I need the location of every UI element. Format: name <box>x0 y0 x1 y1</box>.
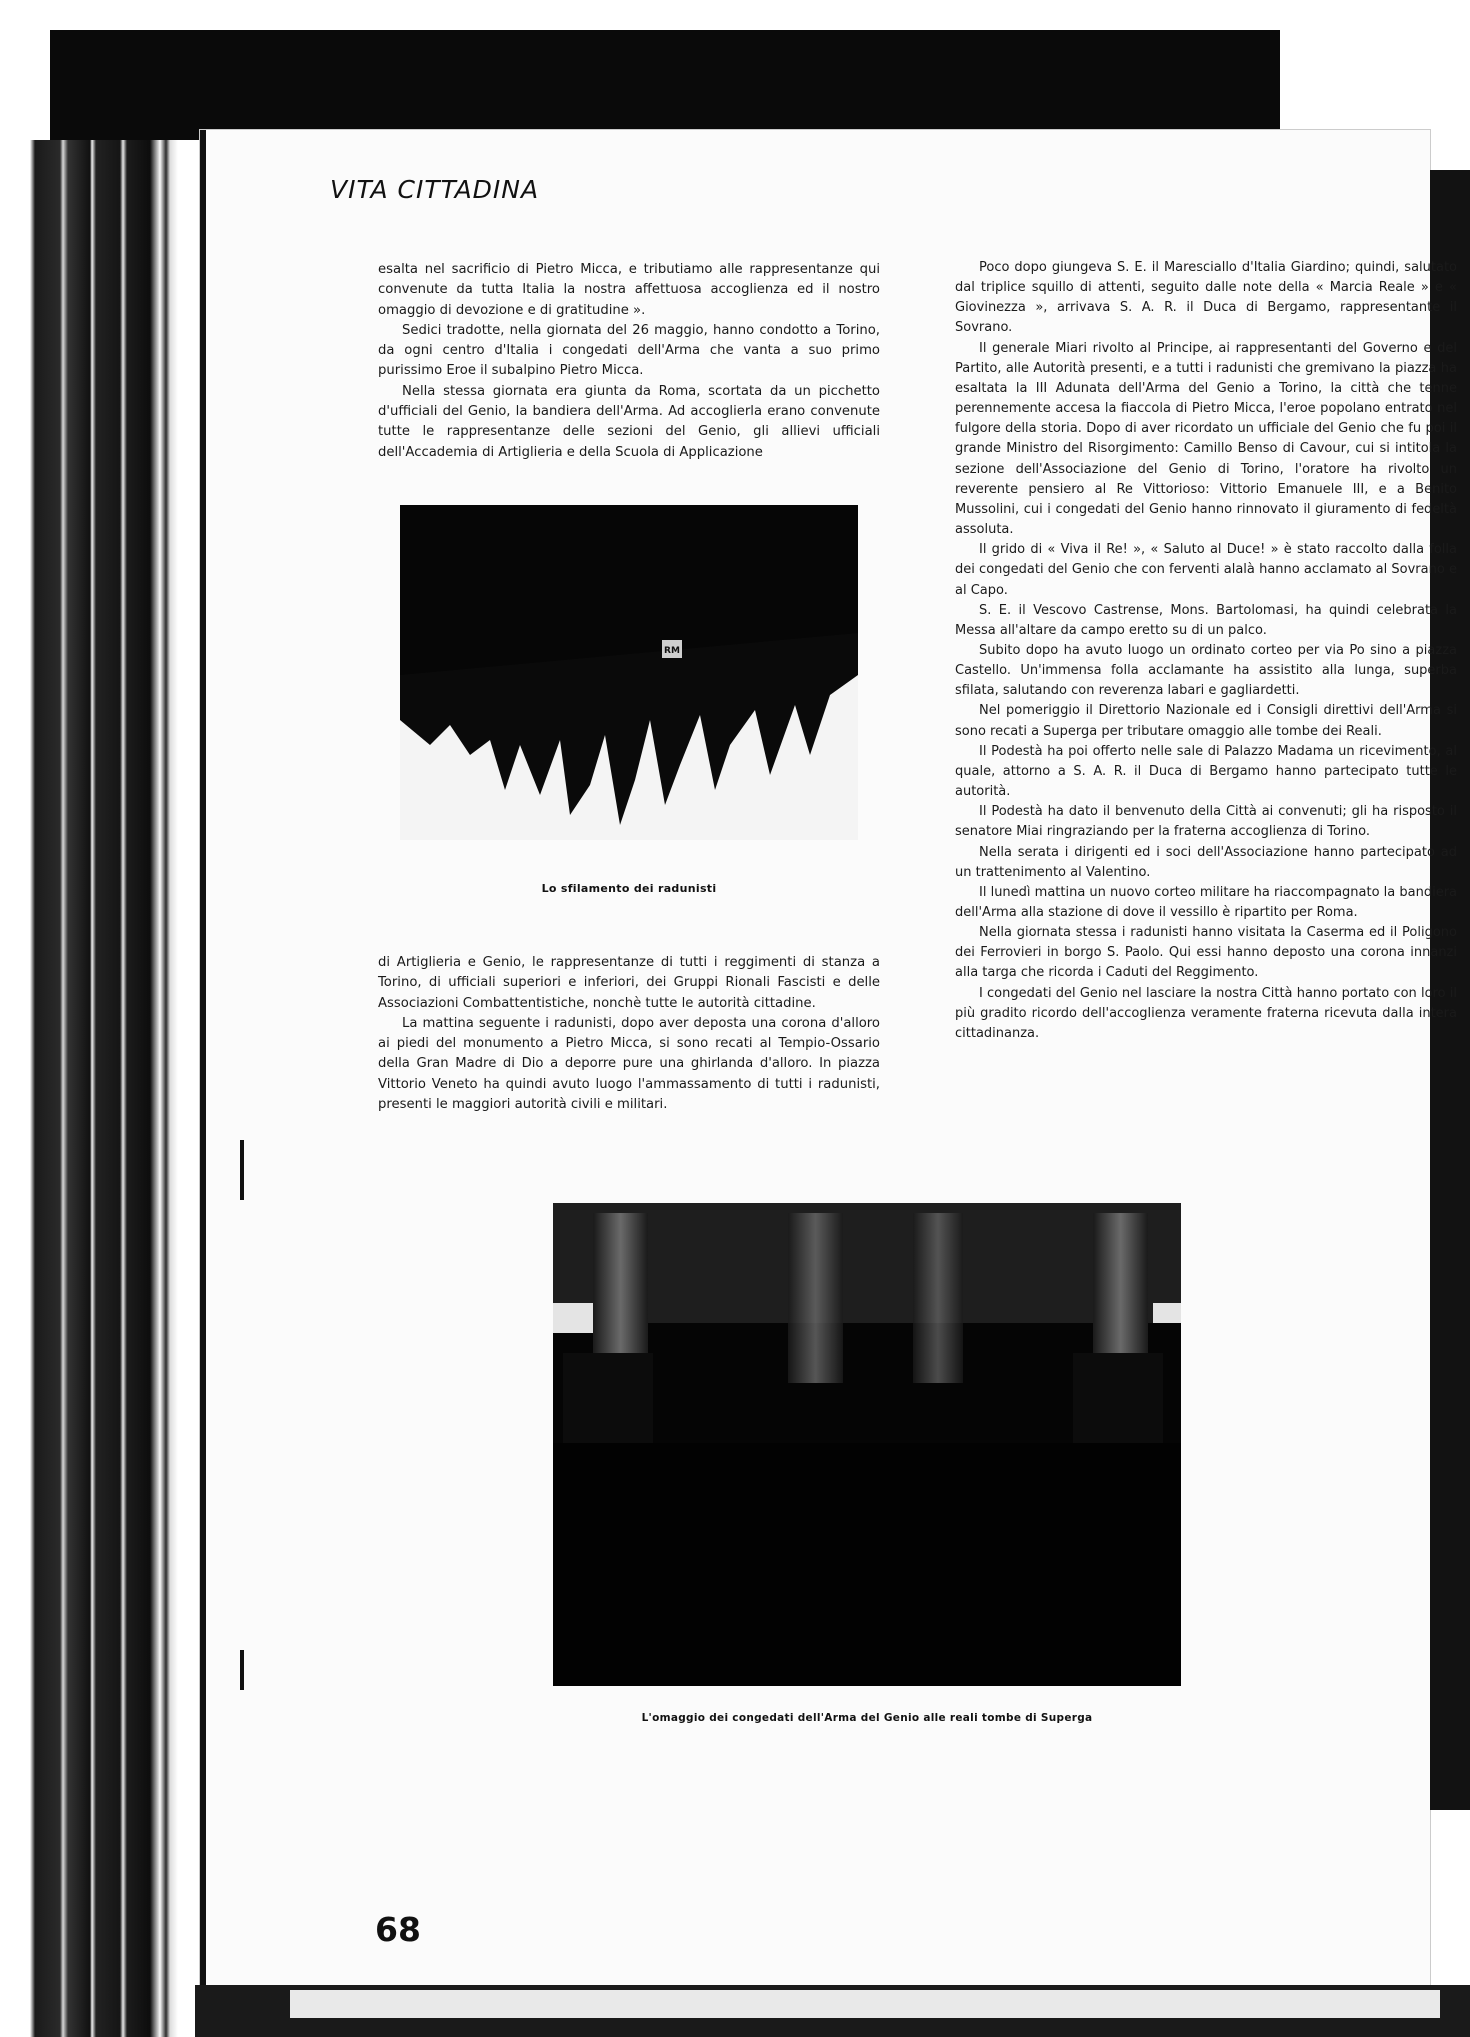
paragraph: S. E. il Vescovo Castrense, Mons. Bartolomasi, ha quindi celebrata la Messa all'altare da campo eretto su di un palco. <box>955 602 1457 638</box>
paragraph: Il lunedì mattina un nuovo corteo militare ha riaccompagnato la bandiera dell'Arma alla stazione di dove il vessillo è ripartito per Roma. <box>955 884 1458 920</box>
photo-2-caption: L'omaggio dei congedati dell'Arma del Genio alle reali tombe di Superga <box>641 1712 1093 1724</box>
scan-border-left <box>0 140 195 2037</box>
paragraph: Sedici tradotte, nella giornata del 26 maggio, hanno condotto a Torino, da ogni centro d'Italia i congedati dell'Arma che vanta a suo primo purissimo Eroe il subalpino Pietro Micca. <box>378 322 880 379</box>
paragraph: Il Podestà ha poi offerto nelle sale di Palazzo Madama un ricevimento, al quale, attorno a S. A. R. il Duca di Bergamo hanno partecipato tutte le autorità. <box>955 743 1457 800</box>
page-number: 68 <box>375 1910 421 1949</box>
parade-illustration <box>400 505 858 840</box>
left-column-top <box>378 260 880 463</box>
scan-border-top <box>50 30 1280 140</box>
photo-parade <box>400 505 858 840</box>
photo-1-caption: Lo sfilamento dei radunisti <box>541 882 717 895</box>
paragraph: Il generale Miari rivolto al Principe, ai rappresentanti del Governo e del Partito, alle Autorità presenti, e a tutti i radunisti che gremivano la piazza ha esaltata la III Adunata dell'Arma del Genio a Torino, la città che tenne perennemente accesa la fiaccola di Pietro Micca, l'eroe popolano entrato nel fulgore della storia. Dopo di aver ricordato un ufficiale del Genio che fu poi il grande Ministro del Risorgimento: Camillo Benso di Cavour, cui si intitola la sezione dell'Associazione del Genio di Torino, l'oratore ha rivolto un reverente pensiero al Re Vittorioso: Vittorio Emanuele III, e a Benito Mussolini, cui i congedati del Genio hanno rinnovato il giuramento di fedeltà assoluta. <box>955 340 1457 538</box>
paragraph: Nella giornata stessa i radunisti hanno visitata la Caserma ed il Poligono dei Ferrovieri in borgo S. Paolo. Qui essi hanno deposto una corona innanzi alla targa che ricorda i Caduti del Reggimento. <box>955 925 1457 981</box>
tombs-illustration <box>553 1203 1181 1686</box>
paragraph: di Artiglieria e Genio, le rappresentanze di tutti i reggimenti di stanza a Torino, di ufficiali superiori e inferiori, dei Gruppi Rionali Fascisti e delle Associazioni Combattentistiche, nonchè tutte le autorità cittadine. <box>378 955 880 1011</box>
paragraph: Il Podestà ha dato il benvenuto della Città ai convenuti; gli ha risposto il senatore Miai ringraziando per la fraterna accoglienza di Torino. <box>955 804 1457 840</box>
margin-mark <box>240 1140 244 1200</box>
section-title: VITA CITTADINA <box>330 175 540 204</box>
page-bottom-edge <box>290 1990 1440 2018</box>
scan-border-corner <box>1265 0 1470 30</box>
paragraph: Poco dopo giungeva S. E. il Maresciallo d'Italia Giardino; quindi, salutato dal triplice squillo di attenti, seguito dalle note della « Marcia Reale » e « Giovinezza », arrivava S. A. R. il Duca di Bergamo, rappresentante il Sovrano. <box>955 260 1457 336</box>
paragraph: Nella serata i dirigenti ed i soci dell'Associazione hanno partecipato ad un trattenimento al Valentino. <box>955 844 1457 880</box>
margin-mark <box>240 1650 244 1690</box>
paragraph: La mattina seguente i radunisti, dopo aver deposta una corona d'alloro ai piedi del monumento a Pietro Micca, si sono recati al Tempio-Ossario della Gran Madre di Dio a deporre pure una ghirlanda d'alloro. In piazza Vittorio Veneto ha quindi avuto luogo l'ammassamento di tutti i radunisti, presenti le maggiori autorità civili e militari. <box>378 1015 880 1113</box>
right-column <box>955 258 1457 1044</box>
paragraph: Nella stessa giornata era giunta da Roma, scortata da un picchetto d'ufficiali del Genio, la bandiera dell'Arma. Ad accoglierla erano convenute tutte le rappresentanze delle sezioni del Genio, gli allievi ufficiali dell'Accademia di Artiglieria e della Scuola di Applicazione <box>378 383 880 460</box>
paragraph: esalta nel sacrificio di Pietro Micca, e tributiamo alle rappresentanze qui convenute da tutta Italia la nostra affettuosa accoglienza ed il nostro omaggio di devozione e di gratitudine ». <box>378 262 880 318</box>
photo-superga-tombs <box>553 1203 1181 1686</box>
paragraph: I congedati del Genio nel lasciare la nostra Città hanno portato con loro il più gradito ricordo dell'accoglienza veramente fraterna ricevuta dalla intera cittadinanza. <box>955 985 1457 1041</box>
paragraph: Il grido di « Viva il Re! », « Saluto al Duce! » è stato raccolto dalla folla dei congedati del Genio che con ferventi alalà hanno acclamato al Sovrano e al Capo. <box>955 542 1457 598</box>
photo-sign-text: RM <box>664 646 680 656</box>
paragraph: Nel pomeriggio il Direttorio Nazionale ed i Consigli direttivi dell'Arma si sono recati a Superga per tributare omaggio alle tombe dei Reali. <box>955 703 1457 739</box>
paragraph: Subito dopo ha avuto luogo un ordinato corteo per via Po sino a piazza Castello. Un'immensa folla acclamante ha assistito alla lunga, superba sfilata, salutando con reverenza labari e gagliardetti. <box>955 642 1457 699</box>
left-column-bottom <box>378 953 880 1115</box>
